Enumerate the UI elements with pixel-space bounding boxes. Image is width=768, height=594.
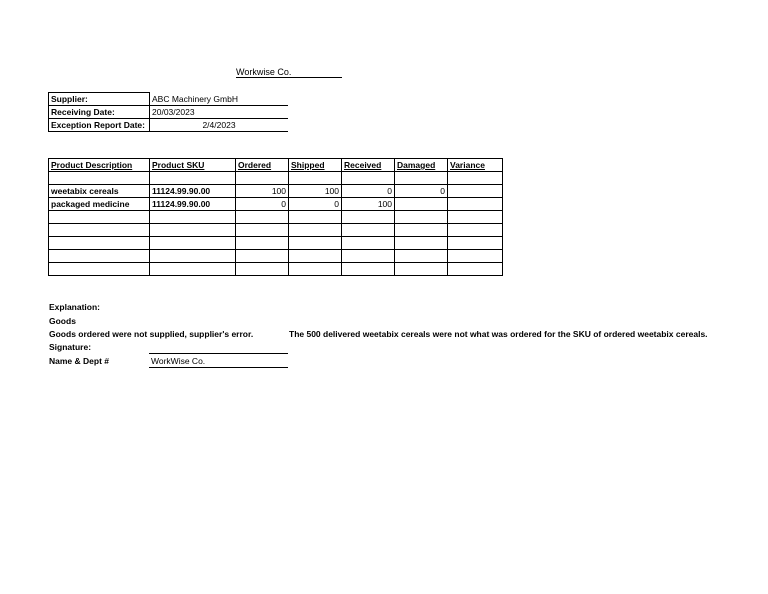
table-cell	[289, 263, 342, 276]
table-cell	[342, 237, 395, 250]
table-cell	[150, 224, 236, 237]
table-cell: 11124.99.90.00	[150, 198, 236, 211]
table-cell	[289, 250, 342, 263]
column-header: Damaged	[395, 159, 448, 172]
table-cell	[448, 250, 503, 263]
name-dept-value: WorkWise Co.	[151, 356, 206, 366]
table-row	[49, 250, 503, 263]
table-cell	[49, 224, 150, 237]
supplier-info-row	[49, 93, 289, 106]
table-row	[49, 211, 503, 224]
supplier-info-label: Exception Report Date:	[49, 119, 150, 132]
supplier-info-row	[49, 106, 289, 119]
table-cell	[448, 237, 503, 250]
name-dept-line	[149, 367, 288, 368]
table-cell	[289, 224, 342, 237]
supplier-info-label: Supplier:	[49, 93, 150, 106]
table-row	[49, 198, 503, 211]
table-cell	[236, 237, 289, 250]
table-row	[49, 263, 503, 276]
table-cell	[289, 172, 342, 185]
column-header: Ordered	[236, 159, 289, 172]
table-cell: 0	[289, 198, 342, 211]
table-cell	[49, 250, 150, 263]
table-cell: 100	[236, 185, 289, 198]
name-dept-label: Name & Dept #	[49, 356, 109, 366]
table-cell	[395, 263, 448, 276]
table-row	[49, 224, 503, 237]
signature-label: Signature:	[49, 342, 92, 352]
explanation-category: Goods	[49, 316, 76, 326]
supplier-info-value: 2/4/2023	[150, 119, 289, 132]
signature-line	[149, 353, 288, 354]
table-row	[49, 172, 503, 185]
table-cell	[150, 172, 236, 185]
table-cell	[448, 224, 503, 237]
explanation-detail: The 500 delivered weetabix cereals were not what was ordered for the SKU of ordered weetabix cereals.	[289, 329, 708, 339]
table-cell	[150, 211, 236, 224]
table-cell: 100	[289, 185, 342, 198]
supplier-info-label: Receiving Date:	[49, 106, 150, 119]
table-cell: 0	[395, 185, 448, 198]
table-cell	[236, 250, 289, 263]
table-cell	[236, 172, 289, 185]
table-cell	[236, 211, 289, 224]
table-cell	[395, 172, 448, 185]
column-header: Variance	[448, 159, 503, 172]
table-cell	[395, 211, 448, 224]
table-cell	[236, 263, 289, 276]
table-cell	[49, 172, 150, 185]
table-cell	[150, 250, 236, 263]
table-cell	[395, 250, 448, 263]
supplier-info-table	[48, 92, 288, 132]
title-underline	[236, 77, 342, 78]
column-header: Shipped	[289, 159, 342, 172]
supplier-info-value: ABC Machinery GmbH	[150, 93, 289, 106]
table-cell: 11124.99.90.00	[150, 185, 236, 198]
table-cell	[236, 224, 289, 237]
table-cell	[49, 211, 150, 224]
table-cell	[49, 237, 150, 250]
company-title: Workwise Co.	[236, 67, 292, 77]
table-cell	[342, 224, 395, 237]
table-row	[49, 185, 503, 198]
table-cell	[49, 263, 150, 276]
supplier-info-row	[49, 119, 289, 132]
table-cell	[150, 237, 236, 250]
table-cell: 100	[342, 198, 395, 211]
column-header: Received	[342, 159, 395, 172]
table-cell	[395, 237, 448, 250]
table-cell	[150, 263, 236, 276]
table-cell	[342, 250, 395, 263]
table-header-row	[49, 159, 503, 172]
table-cell: packaged medicine	[49, 198, 150, 211]
table-cell	[448, 263, 503, 276]
exception-items-table	[48, 158, 503, 276]
table-cell	[342, 172, 395, 185]
supplier-info-value: 20/03/2023	[150, 106, 289, 119]
table-cell	[342, 263, 395, 276]
table-cell	[448, 185, 503, 198]
table-cell	[289, 211, 342, 224]
column-header: Product SKU	[150, 159, 236, 172]
table-cell: 0	[342, 185, 395, 198]
explanation-reason: Goods ordered were not supplied, supplier's error.	[49, 329, 254, 339]
column-header: Product Description	[49, 159, 150, 172]
table-cell	[395, 224, 448, 237]
table-cell	[448, 211, 503, 224]
table-cell	[289, 237, 342, 250]
table-row	[49, 237, 503, 250]
table-cell	[395, 198, 448, 211]
table-cell	[342, 211, 395, 224]
table-cell	[448, 172, 503, 185]
table-cell: 0	[236, 198, 289, 211]
table-cell: weetabix cereals	[49, 185, 150, 198]
explanation-heading: Explanation:	[49, 302, 101, 312]
table-cell	[448, 198, 503, 211]
